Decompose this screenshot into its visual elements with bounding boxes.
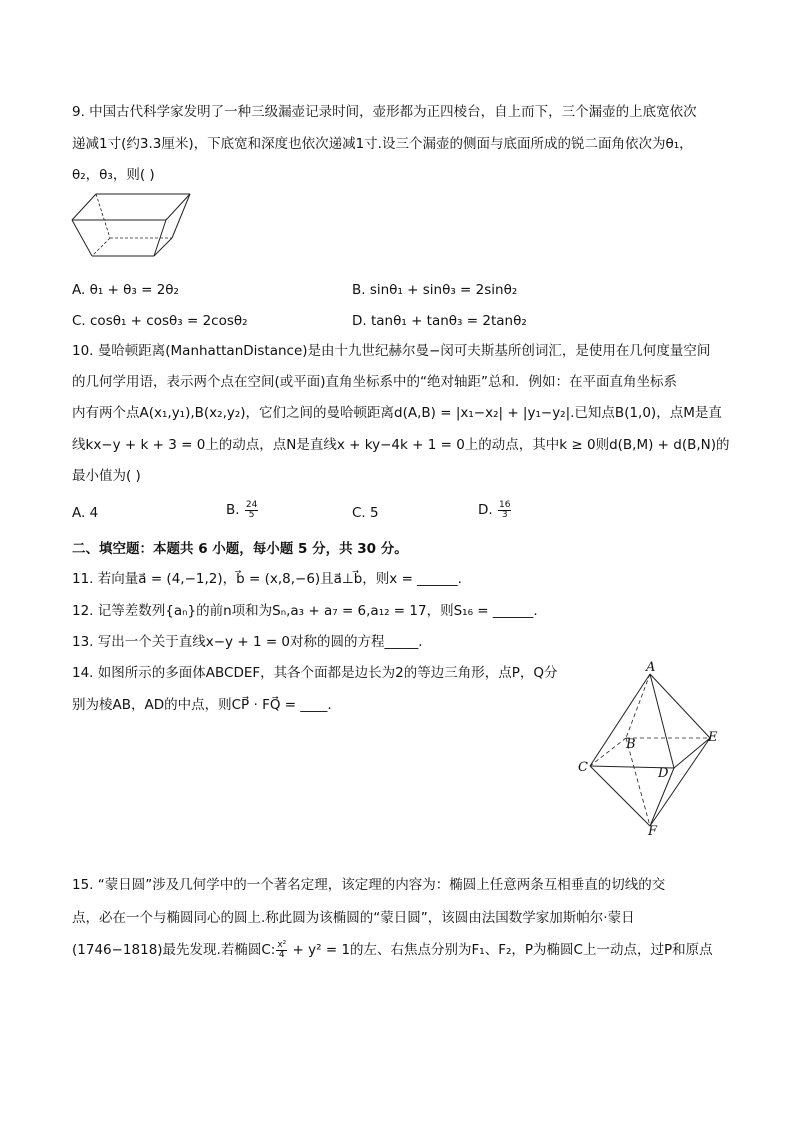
q10-line-2: 的几何学用语，表示两个点在空间(或平面)直角坐标系中的“绝对轴距”总和．例如：在平面直角坐标系	[72, 374, 678, 390]
q15-line-3-start: (1746−1818)最先发现.若椭圆C:	[72, 942, 276, 958]
section-2-heading: 二、填空题：本题共 6 小题，每小题 5 分，共 30 分。	[72, 541, 408, 557]
q15-line-3-end: + y² = 1的左、右焦点分别为F₁、F₂，P为椭圆C上一动点，过P和原点	[288, 942, 713, 958]
vertex-label-d: D	[658, 766, 669, 781]
q12-text: 12. 记等差数列{aₙ}的前n项和为Sₙ,a₃ + a₇ = 6,a₁₂ = 17，则S₁₆ = ______.	[72, 603, 538, 619]
frustum-figure	[70, 190, 195, 265]
q15-fraction-denominator: 4	[278, 949, 285, 960]
q15-fraction-numerator: x²	[277, 939, 287, 950]
q9-option-b: B. sinθ₁ + sinθ₃ = 2sinθ₂	[352, 282, 518, 298]
vertex-label-e: E	[708, 730, 718, 745]
q10-option-b-prefix: B.	[226, 502, 240, 518]
q10-option-d-prefix: D.	[478, 502, 493, 518]
q10-option-d-fraction	[498, 501, 511, 520]
q9-option-c: C. cosθ₁ + cosθ₃ = 2cosθ₂	[72, 313, 248, 329]
q10-option-b	[226, 500, 259, 520]
q9-option-d: D. tanθ₁ + tanθ₃ = 2tanθ₂	[352, 313, 527, 329]
q10-option-d	[478, 500, 512, 520]
q9-line-2: 递减1寸(约3.3厘米)，下底宽和深度也依次递减1寸.设三个漏壶的侧面与底面所成的锐二面角依次为θ₁，	[72, 136, 693, 152]
q15-line-2: 点，必在一个与椭圆同心的圆上.称此圆为该椭圆的“蒙日圆”，该圆由法国数学家加斯帕尔·蒙日	[72, 910, 635, 926]
q10-option-d-numerator: 16	[498, 499, 511, 510]
q9-option-a: A. θ₁ + θ₃ = 2θ₂	[72, 282, 179, 298]
vertex-label-b: B	[626, 737, 636, 752]
q10-option-b-numerator: 24	[245, 499, 258, 510]
q10-option-c: C. 5	[352, 505, 379, 521]
q10-line-1: 10. 曼哈顿距离(ManhattanDistance)是由十九世纪赫尔曼−闵可夫斯基所创词汇，是使用在几何度量空间	[72, 343, 711, 359]
q10-option-a: A. 4	[72, 505, 99, 521]
q10-option-d-denominator: 3	[501, 509, 508, 520]
vertex-label-a: A	[646, 660, 656, 675]
q9-line-1: 9. 中国古代科学家发明了一种三级漏壶记录时间，壶形都为正四棱台，自上而下，三个漏壶的上底宽依次	[72, 104, 697, 120]
q13-text: 13. 写出一个关于直线x−y + 1 = 0对称的圆的方程_____.	[72, 634, 423, 650]
polyhedron-figure	[570, 660, 730, 840]
q15-line-3	[72, 940, 713, 960]
q11-text: 11. 若向量a⃗ = (4,−1,2)，b⃗ = (x,8,−6)且a⃗⊥b⃗，则x = ______.	[72, 571, 462, 587]
q15-line-1: 15. “蒙日圆”涉及几何学中的一个著名定理，该定理的内容为：椭圆上任意两条互相垂直的切线的交	[72, 877, 666, 893]
q14-line-2: 别为棱AB，AD的中点，则CP⃗ · FQ⃗ = ____.	[72, 697, 332, 713]
q10-option-b-fraction	[245, 501, 258, 520]
q10-line-5: 最小值为( )	[72, 468, 141, 484]
q15-ellipse-fraction	[276, 941, 287, 960]
vertex-label-c: C	[578, 760, 588, 775]
q14-line-1: 14. 如图所示的多面体ABCDEF，其各个面都是边长为2的等边三角形，点P，Q分	[72, 665, 558, 681]
q9-line-3: θ₂，θ₃，则( )	[72, 167, 155, 183]
q10-line-3: 内有两个点A(x₁,y₁),B(x₂,y₂)，它们之间的曼哈顿距离d(A,B) = |x₁−x₂| + |y₁−y₂|.已知点B(1,0)，点M是直	[72, 405, 722, 421]
vertex-label-f: F	[648, 824, 658, 839]
q10-line-4: 线kx−y + k + 3 = 0上的动点，点N是直线x + ky−4k + 1 = 0上的动点，其中k ≥ 0则d(B,M) + d(B,N)的	[72, 437, 730, 453]
q10-option-b-denominator: 5	[248, 509, 255, 520]
